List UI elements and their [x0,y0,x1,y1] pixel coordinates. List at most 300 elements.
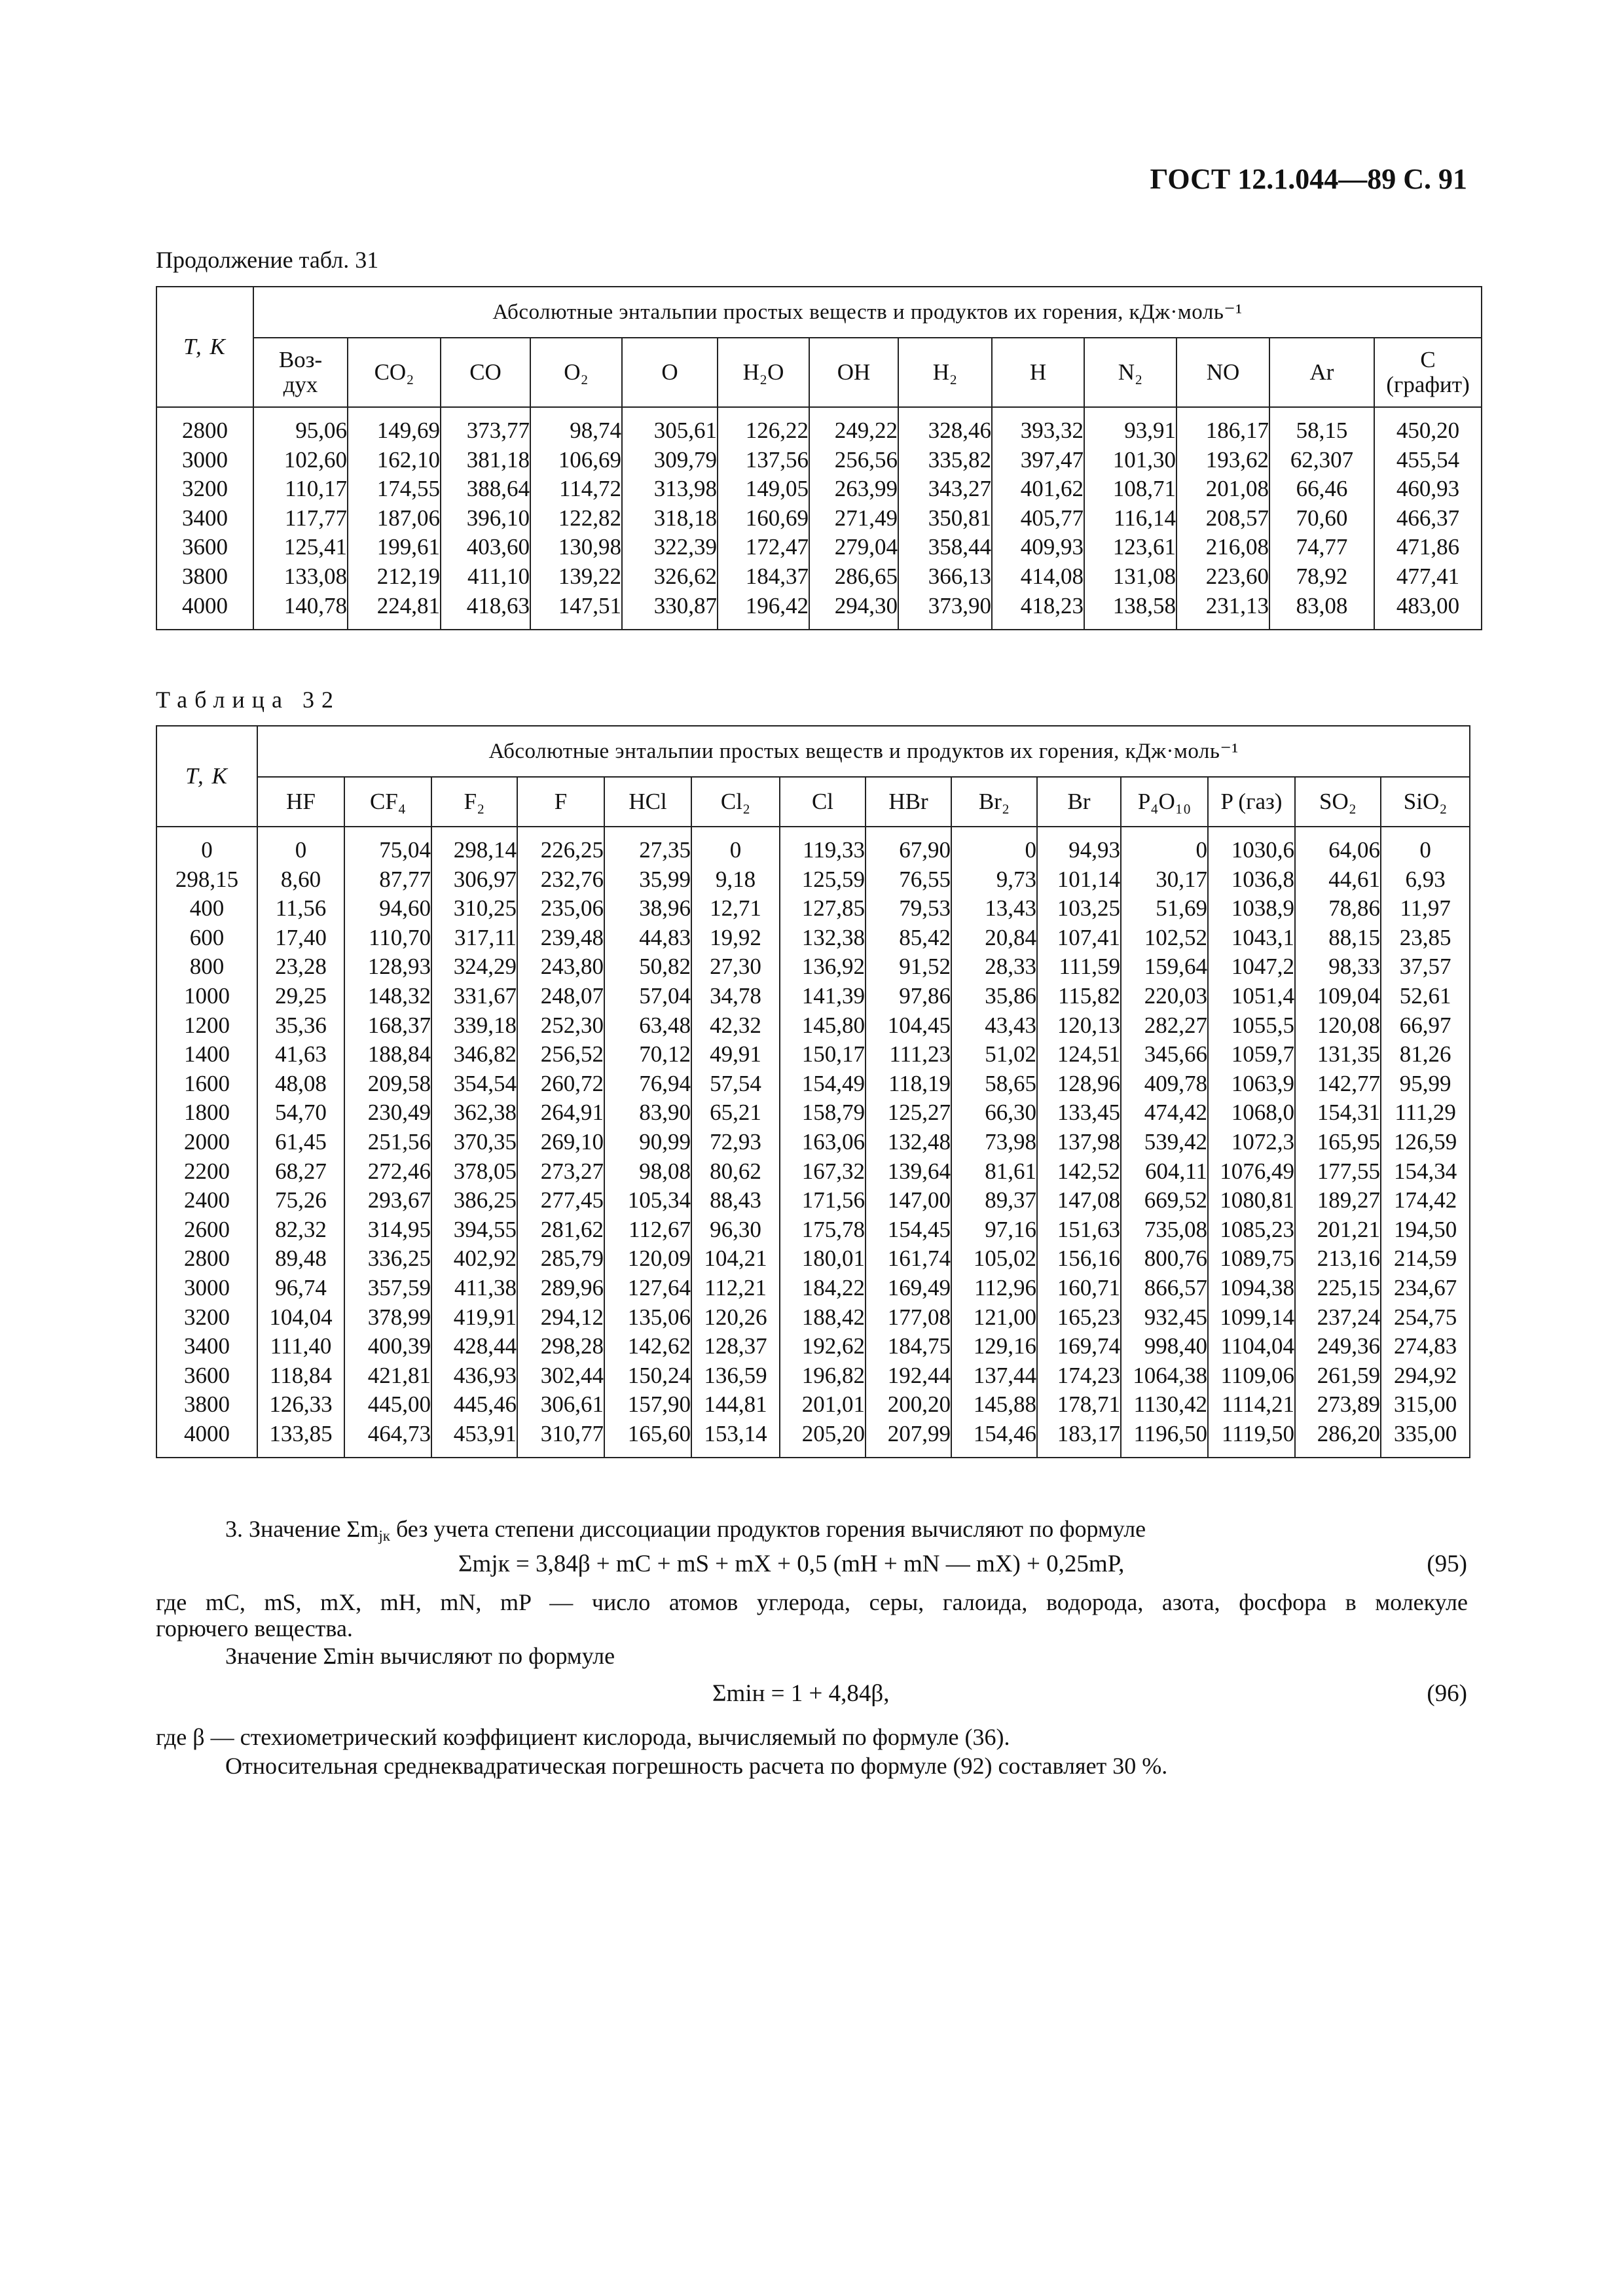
table32-col-header: Cl [780,777,866,827]
table-cell: 58,15 [1296,418,1348,443]
table-cell: 226,25 [540,837,604,863]
table-cell: 70,12 [639,1041,691,1067]
table32-col-header: HCl [604,777,691,827]
table-cell: 163,06 [801,1128,865,1155]
table-cell: 436,93 [453,1362,517,1388]
table-cell: 150,24 [627,1362,691,1388]
table-cell: 156,16 [1057,1246,1120,1272]
table-cell: 324,29 [453,954,517,980]
table-cell: 207,99 [887,1420,951,1446]
table-cell: 225,15 [1317,1274,1380,1300]
table-cell: 75,04 [379,837,431,863]
table-cell: 151,63 [1057,1216,1120,1242]
table-cell: 107,41 [1057,924,1120,950]
table-cell: 326,62 [653,563,717,589]
table31-data-column [253,407,348,630]
table-cell: 111,40 [270,1333,332,1359]
table-cell: 12,71 [710,895,761,922]
table-cell: 293,67 [367,1187,431,1213]
table-cell: 405,77 [1020,505,1084,531]
table31-col-header: Ar [1269,338,1374,407]
table-cell: 256,56 [834,446,898,473]
table-cell: 120,09 [627,1246,691,1272]
table-cell: 310,77 [540,1420,604,1446]
table-cell: 17,40 [275,924,327,950]
table-cell: 373,77 [466,418,530,443]
table-cell: 343,27 [928,476,991,502]
table-cell: 273,27 [540,1158,604,1184]
table-cell: 209,58 [367,1070,431,1096]
table-cell: 120,13 [1057,1012,1120,1038]
table-cell: 394,55 [453,1216,517,1242]
table-cell: 85,42 [899,924,951,950]
table-cell: 37,57 [1399,954,1451,980]
table32-data-column [1121,827,1208,1458]
table-cell: 281,62 [540,1216,604,1242]
table-cell: 274,83 [1393,1333,1457,1359]
table-cell: 539,42 [1144,1128,1207,1155]
table-cell: 75,26 [275,1187,327,1213]
temperature-value: 2400 [184,1187,230,1213]
table31-data-column [992,407,1084,630]
table-cell: 63,48 [639,1012,691,1038]
table-cell: 177,08 [887,1304,951,1330]
table-cell: 466,37 [1396,505,1460,531]
table32-col-header: Br [1037,777,1121,827]
temperature-value: 3600 [184,1362,230,1388]
table-cell: 11,97 [1400,895,1451,922]
table-cell: 328,46 [928,418,991,443]
table-cell: 0 [1025,837,1036,863]
table-cell: 401,62 [1020,476,1084,502]
table-cell: 149,05 [745,476,809,502]
table-cell: 20,84 [985,924,1036,950]
table-cell: 128,93 [367,954,431,980]
table-cell: 72,93 [710,1128,761,1155]
table-cell: 23,85 [1399,924,1451,950]
table-cell: 396,10 [466,505,530,531]
table-cell: 193,62 [1205,446,1269,473]
table-cell: 98,33 [1328,954,1380,980]
table-cell: 366,13 [928,563,991,589]
table-cell: 306,97 [453,866,517,892]
table-cell: 302,44 [540,1362,604,1388]
table31-data-column [441,407,530,630]
table-cell: 335,82 [928,446,991,473]
table-cell: 199,61 [376,534,440,560]
table-cell: 95,99 [1399,1070,1451,1096]
table-cell: 135,06 [627,1304,691,1330]
table-cell: 125,27 [887,1100,951,1126]
table-cell: 322,39 [653,534,717,560]
table-cell: 160,69 [745,505,809,531]
table-cell: 243,80 [540,954,604,980]
table31-data-column [1269,407,1374,630]
table-cell: 315,00 [1393,1391,1457,1418]
table-cell: 114,72 [559,476,621,502]
temperature-value: 1000 [184,982,230,1009]
table32-data-column [517,827,604,1458]
table-cell: 294,30 [834,592,898,619]
table32-col-header: SiO₂ [1381,777,1470,827]
table-cell: 669,52 [1144,1187,1207,1213]
table-cell: 1036,8 [1231,866,1294,892]
table-cell: 409,78 [1144,1070,1207,1096]
table-cell: 141,39 [801,982,865,1009]
table32-col-header: P₄O₁₀ [1121,777,1208,827]
table32-span-header: Абсолютные энтальпии простых веществ и продуктов их горения, кДж·моль⁻¹ [257,726,1470,777]
p1-rest: без учета степени диссоциации продуктов горения вычисляют по формуле [390,1516,1146,1542]
table-cell: 183,17 [1057,1420,1120,1446]
table-cell: 174,42 [1393,1187,1457,1213]
table-cell: 161,74 [887,1246,951,1272]
table-cell: 64,06 [1328,837,1380,863]
table-cell: 87,77 [379,866,431,892]
table31-data-column [622,407,718,630]
table-cell: 142,52 [1057,1158,1120,1184]
table-cell: 285,79 [540,1246,604,1272]
table-cell: 144,81 [704,1391,767,1418]
table-cell: 89,48 [275,1246,327,1272]
paragraph-where-1: где mC, mS, mX, mH, mN, mP — число атомов углерода, серы, галоида, водорода, азота, фосфора в молекуле [156,1589,1468,1615]
table-cell: 111,59 [1059,954,1120,980]
table-cell: 80,62 [710,1158,761,1184]
table-cell: 109,04 [1317,982,1380,1009]
table31-col-header: NO [1176,338,1269,407]
table-cell: 23,28 [275,954,327,980]
table-cell: 154,34 [1393,1158,1457,1184]
table-cell: 354,54 [453,1070,517,1096]
table-cell: 137,98 [1057,1128,1120,1155]
table-cell: 200,20 [887,1391,951,1418]
table31-data-column [530,407,622,630]
table31-col-header: O₂ [530,338,622,407]
table-cell: 137,44 [973,1362,1036,1388]
table-cell: 866,57 [1144,1274,1207,1300]
table-cell: 998,40 [1144,1333,1207,1359]
table-cell: 171,56 [801,1187,865,1213]
table-cell: 331,67 [453,982,517,1009]
table-cell: 1099,14 [1220,1304,1294,1330]
table-cell: 378,99 [367,1304,431,1330]
table-cell: 196,42 [745,592,809,619]
table-cell: 212,19 [376,563,440,589]
table31-data-column [898,407,992,630]
table31-col-header: CO [441,338,530,407]
table-cell: 162,10 [376,446,440,473]
table-cell: 471,86 [1396,534,1460,560]
table-cell: 358,44 [928,534,991,560]
table-cell: 150,17 [801,1041,865,1067]
table-cell: 165,95 [1317,1128,1380,1155]
table-cell: 95,06 [295,418,347,443]
table-cell: 317,11 [454,924,517,950]
table-cell: 78,86 [1328,895,1380,922]
paragraph-beta: где β — стехиометрический коэффициент кислорода, вычисляемый по формуле (36). [156,1724,1010,1750]
temperature-value: 2600 [184,1216,230,1242]
table-cell: 188,84 [367,1041,431,1067]
paragraph-3 [225,1516,1146,1542]
table-cell: 169,49 [887,1274,951,1300]
table-cell: 357,59 [367,1274,431,1300]
table32-data-column [431,827,517,1458]
table-cell: 397,47 [1020,446,1084,473]
table-cell: 126,33 [269,1391,333,1418]
table-cell: 1119,50 [1221,1420,1294,1446]
table-cell: 30,17 [1156,866,1207,892]
table-cell: 474,42 [1144,1100,1207,1126]
table-cell: 108,71 [1112,476,1176,502]
table-cell: 124,51 [1057,1041,1120,1067]
table-cell: 460,93 [1396,476,1460,502]
table-cell: 428,44 [453,1333,517,1359]
table-cell: 52,61 [1399,982,1451,1009]
table-cell: 346,82 [453,1041,517,1067]
table-cell: 119,33 [803,837,865,863]
table-cell: 800,76 [1144,1246,1207,1272]
table-cell: 180,01 [801,1246,865,1272]
table-cell: 1196,50 [1133,1420,1207,1446]
table-cell: 1063,9 [1231,1070,1294,1096]
table-cell: 248,07 [540,982,604,1009]
table-cell: 192,44 [887,1362,951,1388]
table31-tk-header: T, K [156,287,253,407]
table-cell: 123,61 [1112,534,1176,560]
table-cell: 140,78 [283,592,347,619]
temperature-value: 3200 [184,1304,230,1330]
table32-col-header: Cl₂ [691,777,780,827]
table32-data-column [604,827,691,1458]
temperature-value: 4000 [182,592,228,619]
table-cell: 239,48 [540,924,604,950]
table-cell: 139,64 [887,1158,951,1184]
table-cell: 112,96 [974,1274,1036,1300]
table-cell: 35,99 [639,866,691,892]
table-cell: 118,19 [888,1070,951,1096]
table-cell: 1114,21 [1221,1391,1294,1418]
temperature-value: 1600 [184,1070,230,1096]
paragraph-value-min: Значение Σmiн вычисляют по формуле [225,1643,615,1669]
table31-data-column [1374,407,1482,630]
table-cell: 128,96 [1057,1070,1120,1096]
table32 [156,725,1470,1458]
table-cell: 66,46 [1296,476,1348,502]
table-cell: 93,91 [1124,418,1176,443]
table-cell: 101,30 [1112,446,1176,473]
table-cell: 421,81 [367,1362,431,1388]
table31-data-column [1084,407,1176,630]
temperature-value: 3200 [182,476,228,502]
table-cell: 453,91 [453,1420,517,1446]
temperature-value: 1400 [184,1041,230,1067]
table-cell: 104,45 [887,1012,951,1038]
table31-temperature-column [156,407,253,630]
table-cell: 131,35 [1317,1041,1380,1067]
table-cell: 252,30 [540,1012,604,1038]
table-cell: 165,60 [627,1420,691,1446]
table-cell: 105,34 [627,1187,691,1213]
table-cell: 130,98 [558,534,621,560]
table-cell: 201,08 [1205,476,1269,502]
table-cell: 411,38 [454,1274,517,1300]
table-cell: 330,87 [653,592,717,619]
table-cell: 272,46 [367,1158,431,1184]
table32-data-column [257,827,344,1458]
table-cell: 294,12 [540,1304,604,1330]
table-cell: 91,52 [899,954,951,980]
table-cell: 208,57 [1205,505,1269,531]
table-cell: 378,05 [453,1158,517,1184]
table-cell: 70,60 [1296,505,1348,531]
table-cell: 42,32 [710,1012,761,1038]
table-cell: 264,91 [540,1100,604,1126]
table31-col-header: C (графит) [1374,338,1482,407]
table-cell: 230,49 [367,1100,431,1126]
table-cell: 393,32 [1020,418,1084,443]
table31-col-header: CO₂ [348,338,441,407]
table-cell: 298,14 [453,837,517,863]
table-cell: 409,93 [1020,534,1084,560]
table-cell: 306,61 [540,1391,604,1418]
table-cell: 160,71 [1057,1274,1120,1300]
table-cell: 231,13 [1205,592,1269,619]
table-cell: 76,94 [639,1070,691,1096]
table32-col-header: P (газ) [1208,777,1295,827]
table-cell: 133,45 [1057,1100,1120,1126]
table-cell: 78,92 [1296,563,1348,589]
table-cell: 419,91 [453,1304,517,1330]
table-cell: 188,42 [801,1304,865,1330]
formula-95: Σmjк = 3,84β + mC + mS + mX + 0,5 (mH + mN — mX) + 0,25mP, [458,1551,1125,1577]
table32-col-header: HF [257,777,344,827]
table-cell: 1055,5 [1231,1012,1294,1038]
table-cell: 174,23 [1057,1362,1120,1388]
table-cell: 153,14 [704,1420,767,1446]
temperature-value: 2800 [182,418,228,443]
table-cell: 81,26 [1399,1041,1451,1067]
table-cell: 138,58 [1112,592,1176,619]
table-cell: 98,08 [639,1158,691,1184]
table-cell: 126,59 [1393,1128,1457,1155]
table-cell: 48,08 [275,1070,327,1096]
table-cell: 249,36 [1317,1333,1380,1359]
table-cell: 184,22 [801,1274,865,1300]
table-cell: 313,98 [653,476,717,502]
table-cell: 38,96 [639,895,691,922]
table-cell: 112,21 [704,1274,767,1300]
table-cell: 373,90 [928,592,991,619]
table-cell: 224,81 [376,592,440,619]
table-cell: 9,73 [996,866,1036,892]
table-cell: 132,38 [801,924,865,950]
table-cell: 279,04 [834,534,898,560]
table-cell: 116,14 [1114,505,1176,531]
temperature-value: 3400 [184,1333,230,1359]
temperature-value: 0 [201,837,213,863]
temperature-value: 2800 [184,1246,230,1272]
table-cell: 6,93 [1405,866,1446,892]
table32-col-header: CF₄ [344,777,431,827]
table-cell: 414,08 [1020,563,1084,589]
table-cell: 102,52 [1144,924,1207,950]
table-cell: 148,32 [367,982,431,1009]
table31-data-column [1176,407,1269,630]
temperature-value: 2200 [184,1158,230,1184]
temperature-value: 4000 [184,1420,230,1446]
table-cell: 128,37 [704,1333,767,1359]
table-cell: 118,84 [270,1362,332,1388]
table-cell: 110,70 [369,924,431,950]
table-cell: 102,60 [283,446,347,473]
table-cell: 196,82 [801,1362,865,1388]
table-cell: 234,67 [1393,1274,1457,1300]
table-cell: 192,62 [801,1333,865,1359]
table-cell: 294,92 [1393,1362,1457,1388]
table-cell: 167,32 [801,1158,865,1184]
table-cell: 1094,38 [1220,1274,1294,1300]
table32-data-column [1295,827,1381,1458]
table-cell: 251,56 [367,1128,431,1155]
table-cell: 309,79 [653,446,717,473]
table-cell: 57,54 [710,1070,761,1096]
table-cell: 94,93 [1068,837,1120,863]
table-cell: 386,25 [453,1187,517,1213]
table-cell: 201,21 [1317,1216,1380,1242]
table-cell: 35,86 [985,982,1036,1009]
table-cell: 0 [295,837,307,863]
temperature-value: 800 [189,954,225,980]
table-cell: 237,24 [1317,1304,1380,1330]
table32-data-column [344,827,431,1458]
table-cell: 35,36 [275,1012,327,1038]
table-cell: 79,53 [899,895,951,922]
table-cell: 51,02 [985,1041,1036,1067]
p1-sub: jк [378,1528,390,1544]
table31-span-header: Абсолютные энтальпии простых веществ и продуктов их горения, кДж·моль⁻¹ [253,287,1482,338]
table-cell: 1059,7 [1231,1041,1294,1067]
table-cell: 216,08 [1205,534,1269,560]
table-cell: 27,35 [639,837,691,863]
table-cell: 223,60 [1205,563,1269,589]
table-cell: 464,73 [367,1420,431,1446]
table-cell: 44,61 [1328,866,1380,892]
table-cell: 282,27 [1144,1012,1207,1038]
table-cell: 1068,0 [1231,1100,1294,1126]
table-cell: 61,45 [275,1128,327,1155]
table-cell: 133,08 [283,563,347,589]
table-cell: 261,59 [1317,1362,1380,1388]
table-cell: 44,83 [639,924,691,950]
table32-tk-header: T, K [156,726,257,827]
table-cell: 0 [1419,837,1431,863]
table-cell: 68,27 [275,1158,327,1184]
table-cell: 139,22 [558,563,621,589]
table-cell: 214,59 [1393,1246,1457,1272]
table32-caption: Таблица 32 [156,687,340,713]
table-cell: 27,30 [710,954,761,980]
table-cell: 362,38 [453,1100,517,1126]
table-cell: 388,64 [466,476,530,502]
table-cell: 94,60 [379,895,431,922]
table-cell: 147,51 [558,592,621,619]
table-cell: 205,20 [801,1420,865,1446]
table-cell: 445,46 [453,1391,517,1418]
table-cell: 136,92 [801,954,865,980]
table-cell: 159,64 [1144,954,1207,980]
table-cell: 51,69 [1156,895,1207,922]
table-cell: 121,00 [973,1304,1036,1330]
table-cell: 96,30 [710,1216,761,1242]
